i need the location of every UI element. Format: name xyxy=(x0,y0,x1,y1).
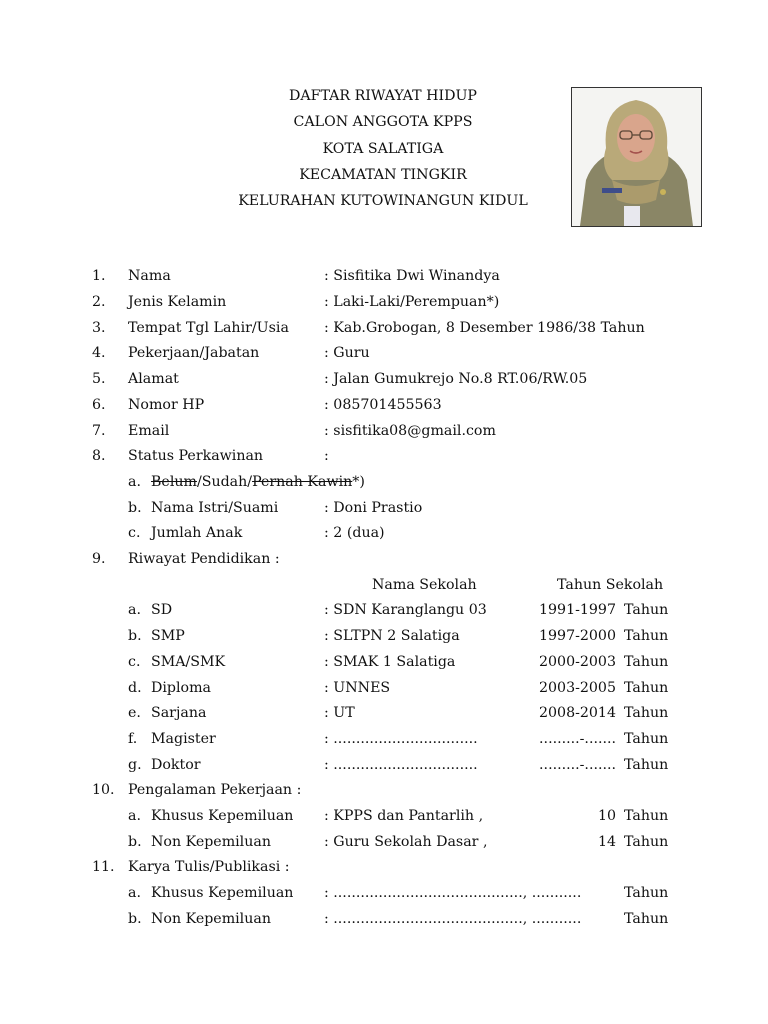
row-number: 2. xyxy=(92,294,106,310)
education-level: SMA/SMK xyxy=(151,654,226,670)
year-unit: Tahun xyxy=(624,911,669,927)
year-unit: Tahun xyxy=(624,705,669,721)
field-label: Non Kepemiluan xyxy=(151,911,271,927)
field-label: Nama xyxy=(128,268,171,284)
year-unit: Tahun xyxy=(624,654,669,670)
school-years: 1997-2000 xyxy=(538,628,616,644)
marital-status-value xyxy=(151,472,365,492)
education-row xyxy=(0,729,768,749)
row-number: 4. xyxy=(92,345,106,361)
education-level: Doktor xyxy=(151,757,201,773)
sub-letter: b. xyxy=(128,911,142,927)
school-name: : SLTPN 2 Salatiga xyxy=(324,628,460,644)
struck-option-belum: Belum xyxy=(151,474,197,490)
field-label: Nama Istri/Suami xyxy=(151,500,279,516)
school-name: : UNNES xyxy=(324,680,391,696)
school-years: 2003-2005 xyxy=(538,680,616,696)
field-value: : .........................................., ........... xyxy=(324,885,582,901)
year-unit: Tahun xyxy=(624,628,669,644)
experience-years: 14 xyxy=(597,834,616,850)
title-line: DAFTAR RIWAYAT HIDUP xyxy=(289,88,477,104)
row-number: 1. xyxy=(92,268,106,284)
school-years: .........-....... xyxy=(539,757,616,773)
selected-option: /Sudah/ xyxy=(196,474,253,490)
field-label: Non Kepemiluan xyxy=(151,834,271,850)
row-number: 10. xyxy=(92,782,115,798)
field-value: : Guru xyxy=(324,345,370,361)
struck-option-pernah-kawin: Pernah Kawin xyxy=(252,474,353,490)
sub-letter: g. xyxy=(128,757,142,773)
experience-years: 10 xyxy=(597,808,616,824)
field-value: : Guru Sekolah Dasar , xyxy=(324,834,488,850)
year-unit: Tahun xyxy=(624,680,669,696)
field-label: Jumlah Anak xyxy=(151,525,243,541)
sub-letter: b. xyxy=(128,500,142,516)
title-line: KECAMATAN TINGKIR xyxy=(299,166,467,183)
education-level: Diploma xyxy=(151,680,211,696)
row-number: 7. xyxy=(92,423,106,439)
school-name: : ................................ xyxy=(324,757,478,773)
field-value: : Kab.Grobogan, 8 Desember 1986/38 Tahun xyxy=(324,320,645,336)
sub-letter: b. xyxy=(128,834,142,850)
field-label: Email xyxy=(128,423,170,439)
field-value: : KPPS dan Pantarlih , xyxy=(324,808,484,824)
publication-row xyxy=(0,909,768,929)
title-line: KOTA SALATIGA xyxy=(322,140,444,157)
education-level: SD xyxy=(151,602,173,618)
field-label: Khusus Kepemiluan xyxy=(151,885,294,901)
field-value: : 2 (dua) xyxy=(324,525,385,541)
field-label: Tempat Tgl Lahir/Usia xyxy=(128,320,289,336)
year-unit: Tahun xyxy=(624,731,669,747)
education-row xyxy=(0,626,768,646)
row-number: 8. xyxy=(92,448,106,464)
school-years: .........-....... xyxy=(539,731,616,747)
school-name: : UT xyxy=(324,705,355,721)
section-title: Riwayat Pendidikan : xyxy=(128,551,280,567)
year-unit: Tahun xyxy=(624,602,669,618)
education-level: Magister xyxy=(151,731,216,747)
education-level: SMP xyxy=(151,628,185,644)
portrait-photo xyxy=(571,87,702,227)
education-row xyxy=(0,703,768,723)
column-header-school: Nama Sekolah xyxy=(372,577,477,593)
row-number: 6. xyxy=(92,397,106,413)
field-label: Jenis Kelamin xyxy=(128,294,227,310)
year-unit: Tahun xyxy=(624,834,669,850)
footnote-mark: *) xyxy=(352,474,365,490)
sub-letter: e. xyxy=(128,705,141,721)
publication-row xyxy=(0,883,768,903)
school-years: 2000-2003 xyxy=(538,654,616,670)
sub-letter: b. xyxy=(128,628,142,644)
sub-letter: a. xyxy=(128,474,141,490)
school-name: : ................................ xyxy=(324,731,478,747)
field-label: Status Perkawinan xyxy=(128,448,264,464)
school-name: : SMAK 1 Salatiga xyxy=(324,654,456,670)
field-colon: : xyxy=(324,448,329,464)
field-value: : .........................................., ........... xyxy=(324,911,582,927)
title-line: CALON ANGGOTA KPPS xyxy=(293,114,473,131)
school-years: 2008-2014 xyxy=(538,705,616,721)
school-years: 1991-1997 xyxy=(538,602,616,618)
experience-row xyxy=(0,832,768,852)
title-line: KELURAHAN KUTOWINANGUN KIDUL xyxy=(238,193,528,210)
row-number: 11. xyxy=(92,859,115,875)
field-label: Nomor HP xyxy=(128,397,205,413)
year-unit: Tahun xyxy=(624,885,669,901)
year-unit: Tahun xyxy=(624,808,669,824)
year-unit: Tahun xyxy=(624,757,669,773)
field-label: Pekerjaan/Jabatan xyxy=(128,345,260,361)
school-name: : SDN Karanglangu 03 xyxy=(324,602,487,618)
education-row xyxy=(0,755,768,775)
row-number: 9. xyxy=(92,551,106,567)
row-number: 5. xyxy=(92,371,106,387)
field-value: : Doni Prastio xyxy=(324,500,423,516)
experience-row xyxy=(0,806,768,826)
sub-letter: c. xyxy=(128,525,141,541)
portrait-photo-icon xyxy=(572,88,701,226)
sub-letter: a. xyxy=(128,602,141,618)
education-row xyxy=(0,678,768,698)
sub-letter: d. xyxy=(128,680,142,696)
sub-letter: a. xyxy=(128,885,141,901)
education-level: Sarjana xyxy=(151,705,207,721)
column-header-year: Tahun Sekolah xyxy=(557,577,664,593)
sub-letter: f. xyxy=(128,731,138,747)
sub-letter: c. xyxy=(128,654,141,670)
education-row xyxy=(0,600,768,620)
education-row xyxy=(0,652,768,672)
field-value: : Jalan Gumukrejo No.8 RT.06/RW.05 xyxy=(324,371,588,387)
document-title xyxy=(160,86,606,217)
field-label: Alamat xyxy=(128,371,179,387)
row-number: 3. xyxy=(92,320,106,336)
field-value: : Laki-Laki/Perempuan*) xyxy=(324,294,500,310)
section-title: Karya Tulis/Publikasi : xyxy=(128,859,290,875)
field-value: : Sisfitika Dwi Winandya xyxy=(324,268,500,284)
section-title: Pengalaman Pekerjaan : xyxy=(128,782,302,798)
sub-letter: a. xyxy=(128,808,141,824)
field-value: : sisfitika08@gmail.com xyxy=(324,423,496,439)
field-label: Khusus Kepemiluan xyxy=(151,808,294,824)
field-value: : 085701455563 xyxy=(324,397,442,413)
